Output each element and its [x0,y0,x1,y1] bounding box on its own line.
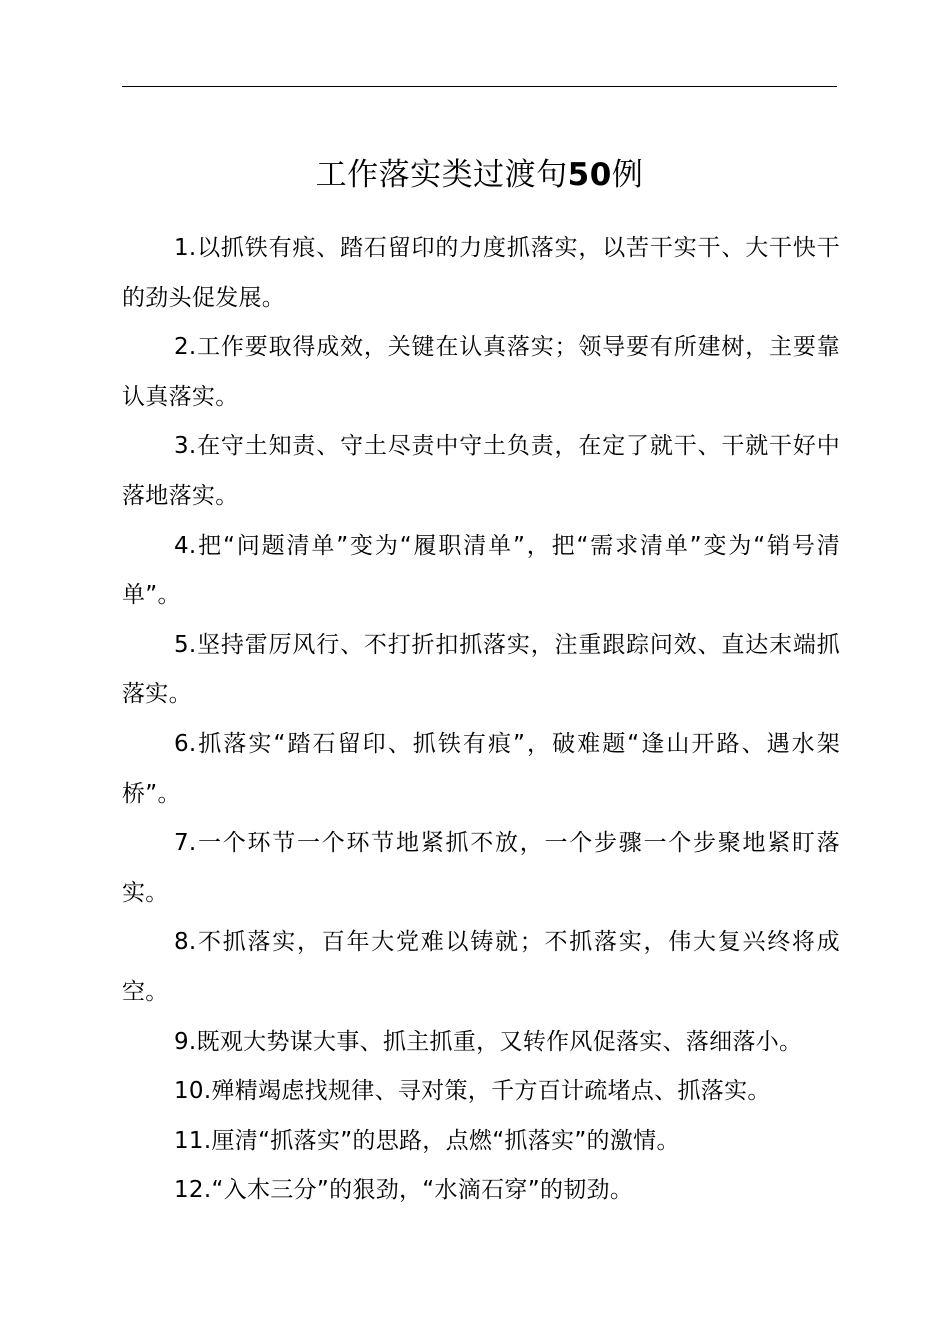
list-item: 6.抓落实“踏石留印、抓铁有痕”，破难题“逢山开路、遇水架桥”。 [122,730,840,807]
title-suffix: 例 [611,157,644,193]
list-item: 5.坚持雷厉风行、不打折扣抓落实，注重跟踪问效、直达末端抓落实。 [122,631,840,708]
list-item: 8.不抓落实，百年大党难以铸就；不抓落实，伟大复兴终将成空。 [122,929,840,1005]
list-item: 3.在守土知责、守土尽责中守土负责，在定了就干、干就干好中落地落实。 [122,433,840,509]
title-prefix: 工作落实类过渡句 [315,157,568,193]
header-rule [122,86,837,87]
list-item: 2.工作要取得成效，关键在认真落实；领导要有所建树，主要靠认真落实。 [122,334,840,410]
document-body [122,224,840,1216]
document-title [122,150,837,200]
list-item: 10.殚精竭虑找规律、寻对策，千方百计疏堵点、抓落实。 [174,1078,771,1105]
list-item: 7.一个环节一个环节地紧抓不放，一个步骤一个步聚地紧盯落实。 [122,830,840,906]
list-item: 1.以抓铁有痕、踏石留印的力度抓落实，以苦干实干、大干快干的劲头促发展。 [122,235,840,311]
list-item: 12.“入木三分”的狠劲，“水滴石穿”的韧劲。 [174,1177,634,1204]
list-item: 9.既观大势谋大事、抓主抓重，又转作风促落实、落细落小。 [174,1028,803,1055]
title-number: 50 [567,157,612,193]
list-item: 11.厘清“抓落实”的思路，点燃“抓落实”的激情。 [174,1127,680,1154]
list-item: 4.把“问题清单”变为“履职清单”，把“需求清单”变为“销号清单”。 [122,532,840,609]
